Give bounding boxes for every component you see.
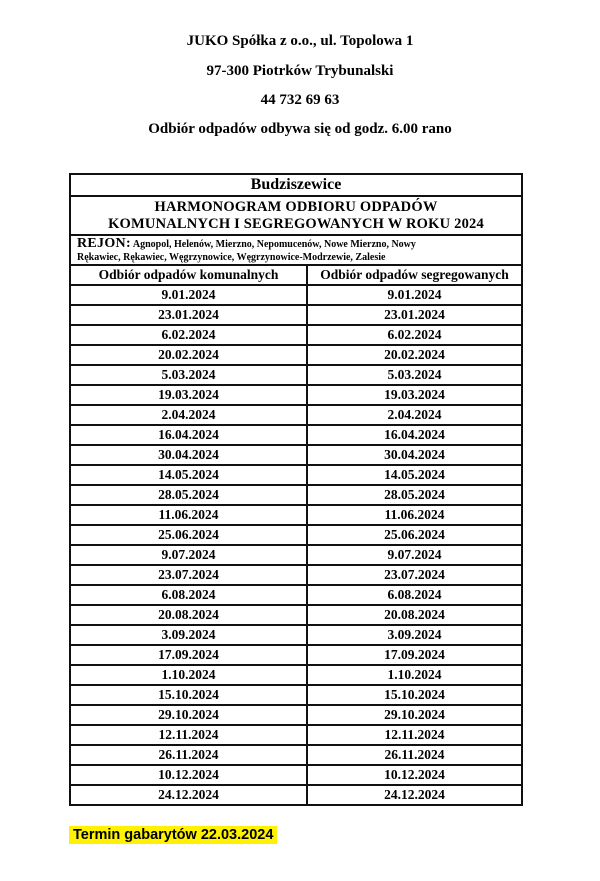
column-header-segregated: Odbiór odpadów segregowanych [307,265,522,285]
communal-date: 3.09.2024 [70,625,307,645]
segregated-date: 23.01.2024 [307,305,522,325]
segregated-date: 5.03.2024 [307,365,522,385]
rejon-villages-line2: Rękawiec, Rękawiec, Węgrzynowice, Węgrzynowice-Modrzewie, Zalesie [77,251,386,263]
communal-date: 24.12.2024 [70,785,307,805]
table-row [70,525,522,545]
communal-date: 12.11.2024 [70,725,307,745]
table-row [70,605,522,625]
title-row [70,196,522,235]
segregated-date: 20.02.2024 [307,345,522,365]
table-row [70,665,522,685]
segregated-date: 17.09.2024 [307,645,522,665]
communal-date: 26.11.2024 [70,745,307,765]
locality-row [70,174,522,196]
communal-date: 16.04.2024 [70,425,307,445]
table-row [70,745,522,765]
segregated-date: 16.04.2024 [307,425,522,445]
schedule-title [70,196,522,235]
communal-date: 23.07.2024 [70,565,307,585]
table-row [70,305,522,325]
communal-date: 9.01.2024 [70,285,307,305]
table-row [70,585,522,605]
communal-date: 17.09.2024 [70,645,307,665]
rejon-villages-line1: Agnopol, Helenów, Mierzno, Nepomucenów, Nowe Mierzno, Nowy [132,238,416,250]
schedule-title-line1: HARMONOGRAM ODBIORU ODPADÓW [154,198,438,215]
segregated-date: 23.07.2024 [307,565,522,585]
table-row [70,545,522,565]
communal-date: 11.06.2024 [70,505,307,525]
table-row [70,485,522,505]
table-row [70,345,522,365]
communal-date: 29.10.2024 [70,705,307,725]
segregated-date: 12.11.2024 [307,725,522,745]
communal-date: 28.05.2024 [70,485,307,505]
company-phone: 44 732 69 63 [260,92,340,108]
communal-date: 25.06.2024 [70,525,307,545]
segregated-date: 6.02.2024 [307,325,522,345]
segregated-date: 26.11.2024 [307,745,522,765]
communal-date: 1.10.2024 [70,665,307,685]
communal-date: 30.04.2024 [70,445,307,465]
segregated-date: 1.10.2024 [307,665,522,685]
company-name: JUKO Spółka z o.o., ul. Topolowa 1 [186,33,414,49]
table-row [70,445,522,465]
segregated-date: 19.03.2024 [307,385,522,405]
segregated-date: 30.04.2024 [307,445,522,465]
table-row [70,705,522,725]
communal-date: 6.02.2024 [70,325,307,345]
communal-date: 15.10.2024 [70,685,307,705]
table-row [70,285,522,305]
communal-date: 5.03.2024 [70,365,307,385]
schedule-title-line2: KOMUNALNYCH I SEGREGOWANYCH W ROKU 2024 [108,215,484,232]
segregated-date: 11.06.2024 [307,505,522,525]
segregated-date: 2.04.2024 [307,405,522,425]
company-city: 97-300 Piotrków Trybunalski [206,63,394,79]
segregated-date: 24.12.2024 [307,785,522,805]
table-row [70,425,522,445]
rejon-cell [70,235,522,265]
bulky-waste-date: Termin gabarytów 22.03.2024 [69,826,277,844]
communal-date: 14.05.2024 [70,465,307,485]
table-row [70,505,522,525]
communal-date: 20.02.2024 [70,345,307,365]
pickup-time-note: Odbiór odpadów odbywa się od godz. 6.00 rano [148,121,452,137]
communal-date: 23.01.2024 [70,305,307,325]
communal-date: 10.12.2024 [70,765,307,785]
column-header-row [70,265,522,285]
segregated-date: 29.10.2024 [307,705,522,725]
table-row [70,405,522,425]
communal-date: 20.08.2024 [70,605,307,625]
communal-date: 19.03.2024 [70,385,307,405]
table-row [70,565,522,585]
table-row [70,625,522,645]
table-row [70,325,522,345]
table-row [70,785,522,805]
table-row [70,385,522,405]
segregated-date: 25.06.2024 [307,525,522,545]
rejon-label: REJON: [77,235,131,251]
segregated-date: 6.08.2024 [307,585,522,605]
table-row [70,765,522,785]
segregated-date: 14.05.2024 [307,465,522,485]
table-row [70,465,522,485]
segregated-date: 10.12.2024 [307,765,522,785]
rejon-line1 [77,237,515,251]
table-row [70,365,522,385]
segregated-date: 15.10.2024 [307,685,522,705]
communal-date: 2.04.2024 [70,405,307,425]
table-row [70,645,522,665]
segregated-date: 9.07.2024 [307,545,522,565]
schedule-table [69,173,523,806]
segregated-date: 20.08.2024 [307,605,522,625]
segregated-date: 28.05.2024 [307,485,522,505]
segregated-date: 3.09.2024 [307,625,522,645]
communal-date: 9.07.2024 [70,545,307,565]
table-row [70,725,522,745]
rejon-row [70,235,522,265]
communal-date: 6.08.2024 [70,585,307,605]
column-header-communal: Odbiór odpadów komunalnych [70,265,307,285]
locality-title: Budziszewice [70,174,522,196]
segregated-date: 9.01.2024 [307,285,522,305]
table-row [70,685,522,705]
